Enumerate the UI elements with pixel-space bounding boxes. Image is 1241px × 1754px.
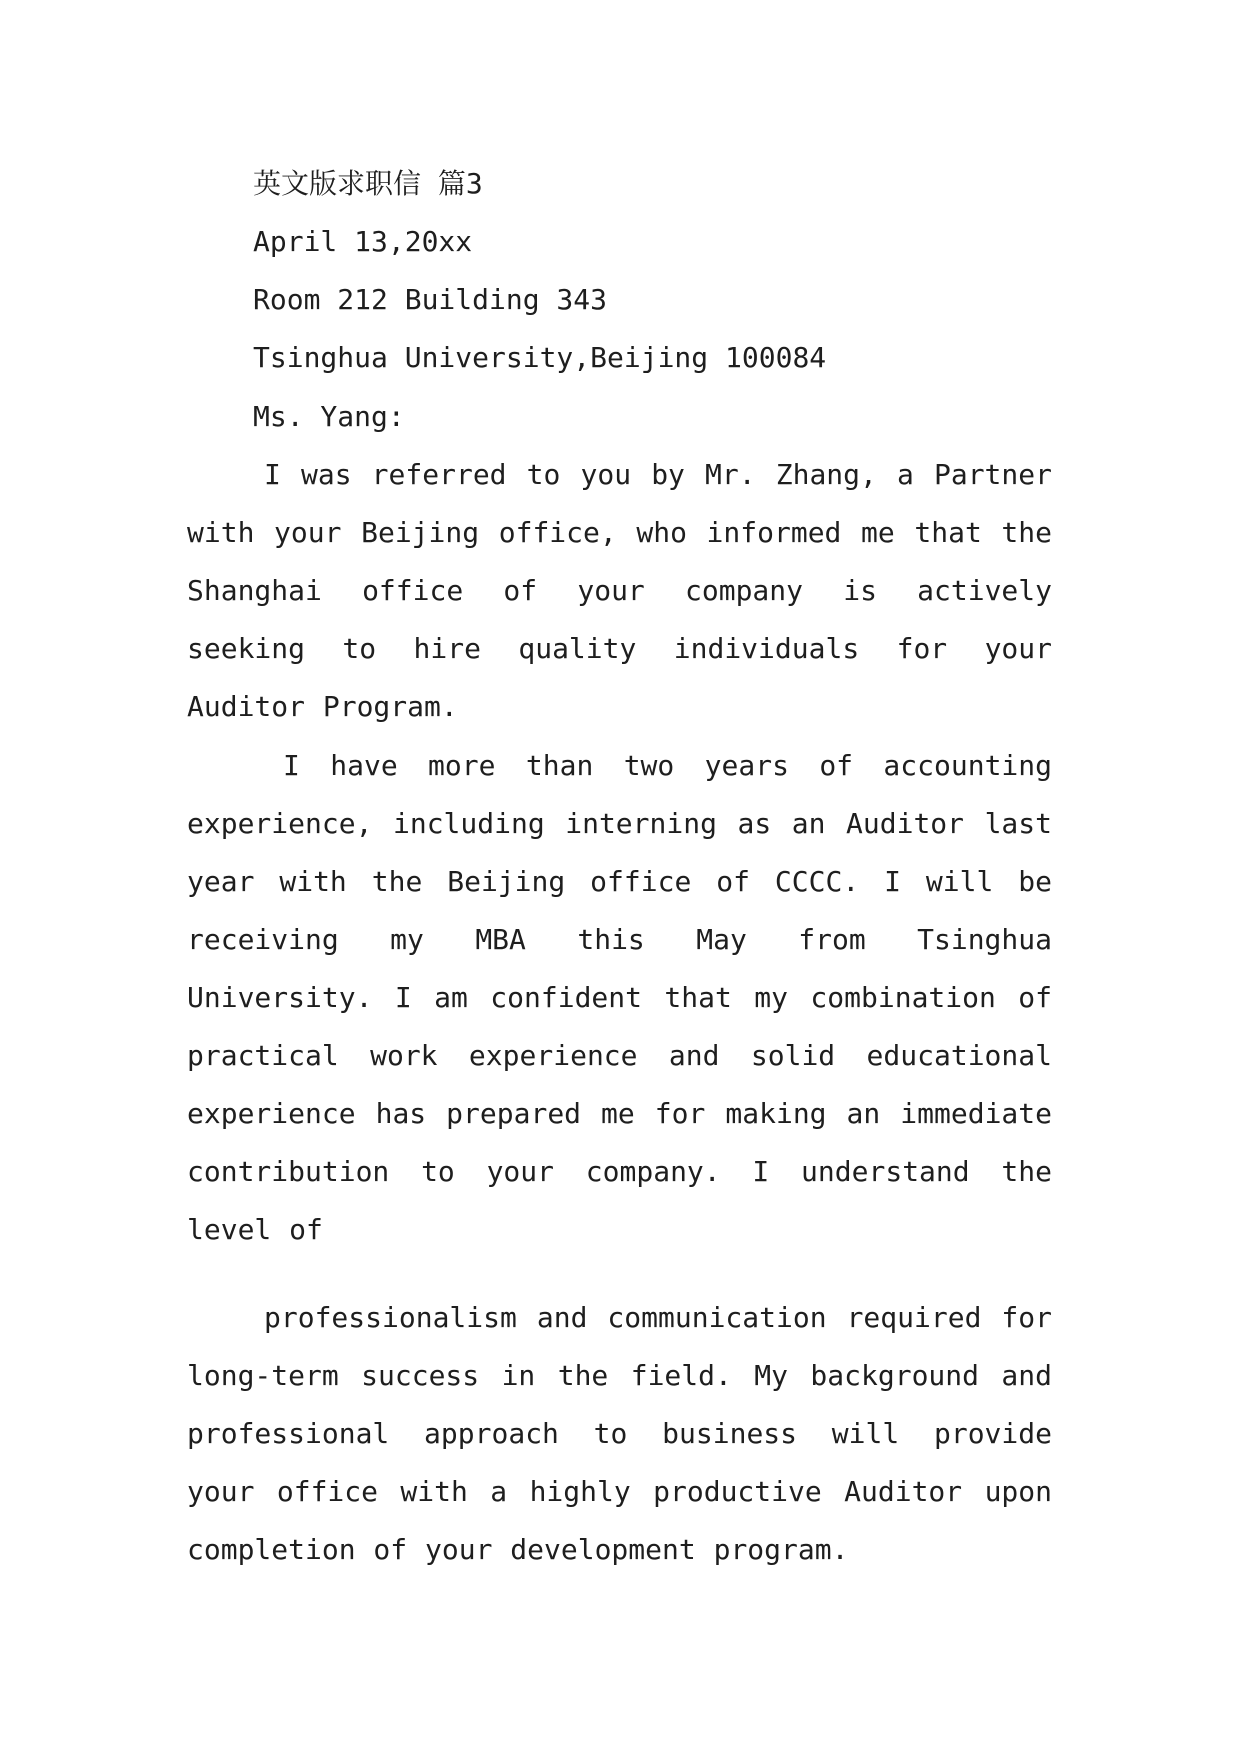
body-paragraph-2: I have more than two years of accounting experience, including interning as an Auditor last year with the Beijing office of CCCC. I will be receiving my MBA this May from Tsinghua University. I am confident that my combination of practical work experience and solid educational experience has prepared me for making an immediate contribution to your company. I understand the level of: [187, 749, 1052, 1246]
address-line-1: Room 212 Building 343: [253, 283, 608, 316]
letter-date: April 13,20xx: [253, 225, 473, 258]
body-paragraph-3: professionalism and communication required for long-term success in the field. My background and professional approach to business will provide your office with a highly productive Auditor upon completion of your development program.: [187, 1301, 1052, 1566]
address-line-2: Tsinghua University,Beijing 100084: [253, 341, 827, 374]
document-heading: 英文版求职信 篇3: [253, 167, 483, 200]
body-paragraph-1: I was referred to you by Mr. Zhang, a Partner with your Beijing office, who informed me that the Shanghai office of your company is actively seeking to hire quality individuals for your Auditor Program.: [187, 458, 1052, 723]
salutation: Ms. Yang:: [253, 400, 405, 433]
